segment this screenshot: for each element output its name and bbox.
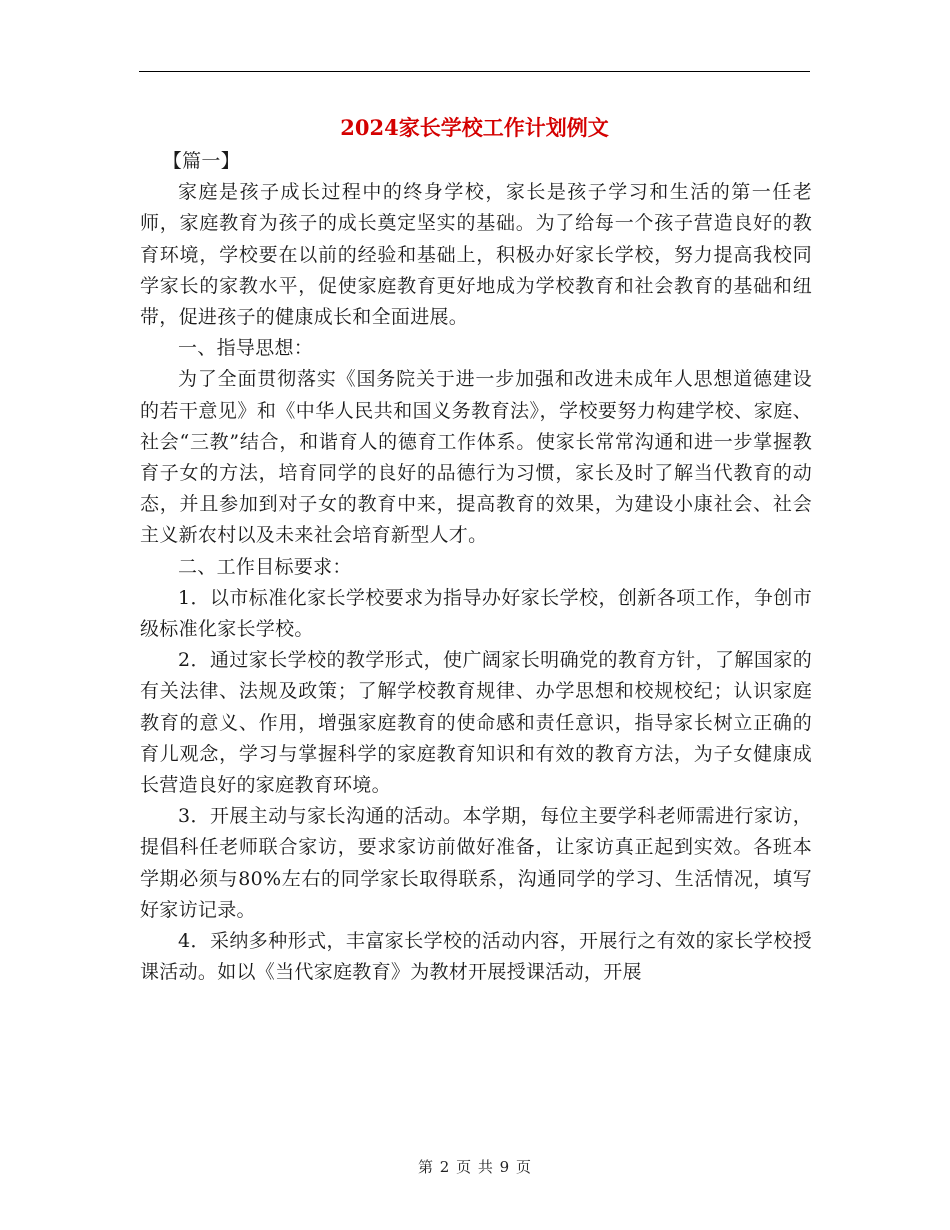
paragraph-goal-3: 3．开展主动与家长沟通的活动。本学期，每位主要学科老师需进行家访，提倡科任老师联合家访，要求家访前做好准备，让家访真正起到实效。各班本学期必须与80%左右的同学家长取得联系，沟通同学的学习、生活情况，填写好家访记录。 [140,805,812,921]
paragraph-guiding-thought: 为了全面贯彻落实《国务院关于进一步加强和改进未成年人思想道德建设的若干意见》和《中华人民共和国义务教育法》，学校要努力构建学校、家庭、社会“三教”结合，和谐育人的德育工作体系。使家长常常沟通和进一步掌握教育子女的方法，培育同学的良好的品德行为习惯，家长及时了解当代教育的动态，并且参加到对子女的教育中来，提高教育的效果，为建设小康社会、社会主义新农村以及未来社会培育新型人才。 [140,368,812,547]
page-number: 第 2 页 共 9 页 [418,1158,532,1176]
section-heading-guiding-thought: 一、指导思想： [178,337,314,360]
document-title: 2024家长学校工作计划例文 [340,115,609,140]
section-heading-part-one: 【篇一】 [162,150,240,172]
header-rule [139,71,810,72]
section-heading-work-goals: 二、工作目标要求： [178,555,352,578]
paragraph-goal-1: 1．以市标准化家长学校要求为指导办好家长学校，创新各项工作，争创市级标准化家长学校。 [140,586,812,641]
document-body [140,146,812,988]
paragraph-intro: 家庭是孩子成长过程中的终身学校，家长是孩子学习和生活的第一任老师，家庭教育为孩子的成长奠定坚实的基础。为了给每一个孩子营造良好的教育环境，学校要在以前的经验和基础上，积极办好家长学校，努力提高我校同学家长的家教水平，促使家庭教育更好地成为学校教育和社会教育的基础和纽带，促进孩子的健康成长和全面进展。 [140,181,812,329]
paragraph-goal-4: 4．采纳多种形式，丰富家长学校的活动内容，开展行之有效的家长学校授课活动。如以《当代家庭教育》为教材开展授课活动，开展 [140,930,812,984]
paragraph-goal-2: 2．通过家长学校的教学形式，使广阔家长明确党的教育方针，了解国家的有关法律、法规及政策；了解学校教育规律、办学思想和校规校纪；认识家庭教育的意义、作用，增强家庭教育的使命感和责任意识，指导家长树立正确的育儿观念，学习与掌握科学的家庭教育知识和有效的教育方法，为子女健康成长营造良好的家庭教育环境。 [140,649,812,797]
